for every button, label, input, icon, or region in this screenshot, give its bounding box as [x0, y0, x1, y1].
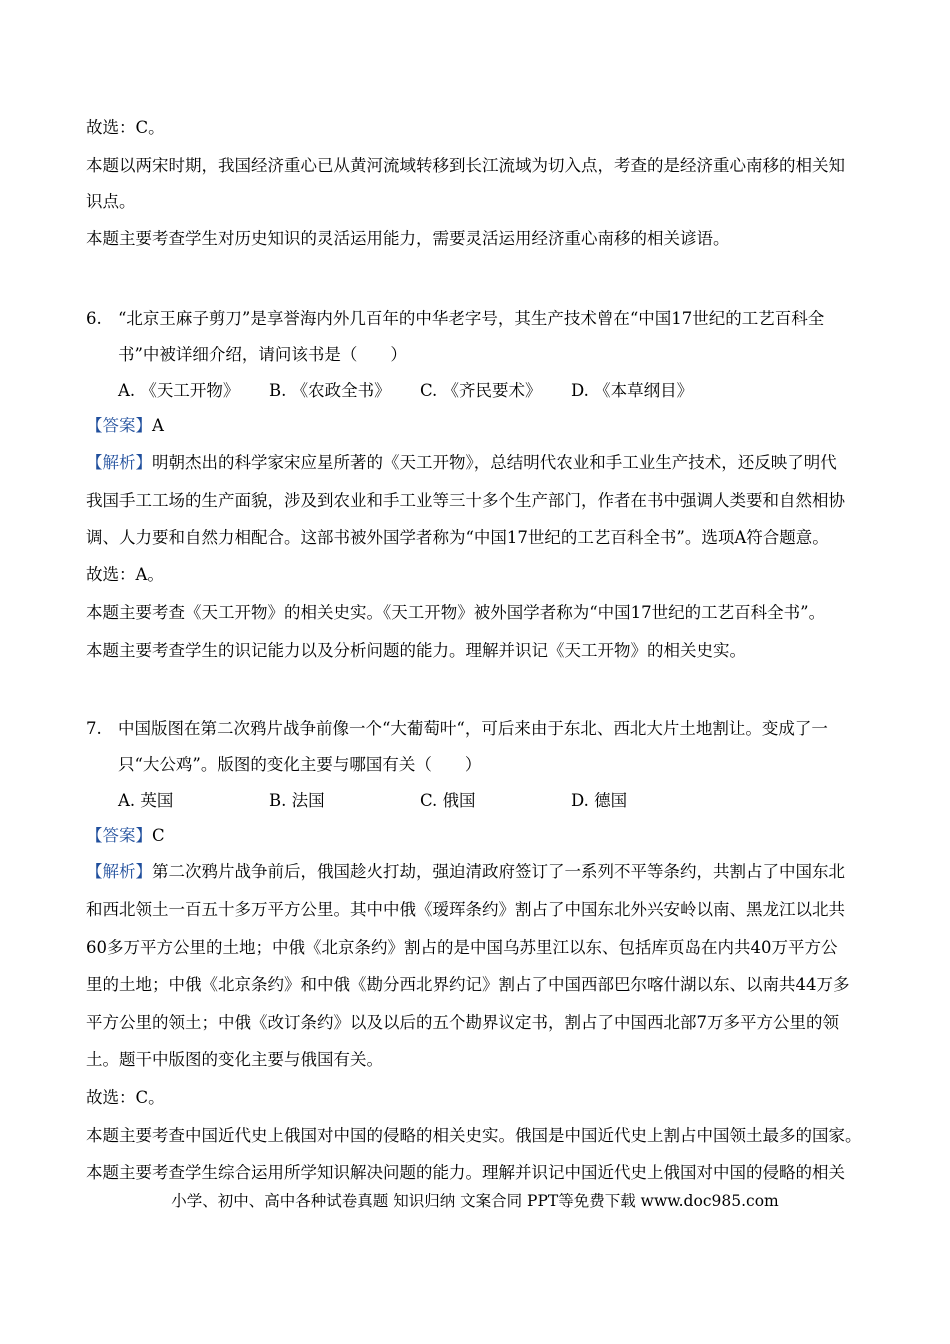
analysis-line — [86, 453, 866, 473]
question-7-stem — [86, 719, 866, 739]
answer-tag: 【答案】 — [86, 826, 152, 845]
question-stem-text: 中国版图在第二次鸦片战争前像一个“大葡萄叶“，可后来由于东北、西北大片土地割让。变成了一 — [118, 719, 828, 738]
analysis-line: 土。题干中版图的变化主要与俄国有关。 — [86, 1050, 383, 1069]
option-d: D. 《本草纲目》 — [571, 381, 694, 400]
option-a: A. 《天工开物》 — [118, 381, 240, 400]
answer-value: A — [152, 416, 164, 435]
analysis-line: 和西北领土一百五十多万平方公里。其中中俄《瑷珲条约》割占了中国东北外兴安岭以南、黑龙江以北共 — [86, 900, 845, 919]
summary-line: 本题以两宋时期，我国经济重心已从黄河流域转移到长江流域为切入点，考查的是经济重心南移的相关知 — [86, 156, 845, 175]
option-c: C. 俄国 — [420, 791, 476, 810]
summary-line: 本题主要考查学生的识记能力以及分析问题的能力。理解并识记《天工开物》的相关史实。 — [86, 641, 746, 660]
summary-line: 本题主要考查《天工开物》的相关史实。《天工开物》被外国学者称为“中国17世纪的工艺百科全书”。 — [86, 603, 826, 622]
choice-line: 故选：C。 — [86, 1088, 165, 1107]
question-6-stem — [86, 309, 866, 329]
option-d: D. 德国 — [571, 791, 628, 810]
answer-value: C — [152, 826, 165, 845]
analysis-tag: 【解析】 — [86, 453, 152, 472]
choice-line: 故选：A。 — [86, 565, 164, 584]
analysis-line: 平方公里的领土；中俄《改订条约》以及以后的五个勘界议定书，割占了中国西北部7万多平方公里的领 — [86, 1013, 839, 1032]
question-6-stem-cont: 书”中被详细介绍，请问该书是（ ） — [118, 345, 407, 364]
analysis-line: 调、人力要和自然力相配合。这部书被外国学者称为“中国17世纪的工艺百科全书”。选项A符合题意。 — [86, 528, 829, 547]
option-b: B. 法国 — [269, 791, 325, 810]
summary-line: 本题主要考查中国近代史上俄国对中国的侵略的相关史实。俄国是中国近代史上割占中国领土最多的国家。 — [86, 1126, 862, 1145]
answer-line — [86, 826, 866, 846]
analysis-text: 第二次鸦片战争前后，俄国趁火打劫，强迫清政府签订了一系列不平等条约，共割占了中国东北 — [152, 862, 845, 881]
analysis-line: 里的土地；中俄《北京条约》和中俄《勘分西北界约记》割占了中国西部巴尔喀什湖以东、以南共44万多 — [86, 975, 850, 994]
option-c: C. 《齐民要术》 — [420, 381, 542, 400]
question-number: 6. — [86, 309, 102, 328]
analysis-text: 明朝杰出的科学家宋应星所著的《天工开物》，总结明代农业和手工业生产技术，还反映了明代 — [152, 453, 837, 472]
question-7-stem-cont: 只“大公鸡”。版图的变化主要与哪国有关（ ） — [118, 755, 482, 774]
summary-line: 本题主要考查学生对历史知识的灵活运用能力，需要灵活运用经济重心南移的相关谚语。 — [86, 229, 730, 248]
answer-line — [86, 416, 866, 436]
choice-line: 故选：C。 — [86, 118, 165, 137]
analysis-tag: 【解析】 — [86, 862, 152, 881]
page-footer: 小学、初中、高中各种试卷真题 知识归纳 文案合同 PPT等免费下载 www.doc985.com — [171, 1192, 779, 1210]
analysis-line: 我国手工工场的生产面貌，涉及到农业和手工业等三十多个生产部门，作者在书中强调人类要和自然相协 — [86, 491, 845, 510]
option-a: A. 英国 — [118, 791, 174, 810]
summary-line: 识点。 — [86, 192, 136, 211]
question-number: 7. — [86, 719, 102, 738]
analysis-line — [86, 862, 866, 882]
option-b: B. 《农政全书》 — [269, 381, 391, 400]
analysis-line: 60多万平方公里的土地；中俄《北京条约》割占的是中国乌苏里江以东、包括库页岛在内共40万平方公 — [86, 938, 838, 957]
question-stem-text: “北京王麻子剪刀”是享誉海内外几百年的中华老字号，其生产技术曾在“中国17世纪的工艺百科全 — [118, 309, 825, 328]
summary-line: 本题主要考查学生综合运用所学知识解决问题的能力。理解并识记中国近代史上俄国对中国的侵略的相关 — [86, 1163, 845, 1182]
answer-tag: 【答案】 — [86, 416, 152, 435]
